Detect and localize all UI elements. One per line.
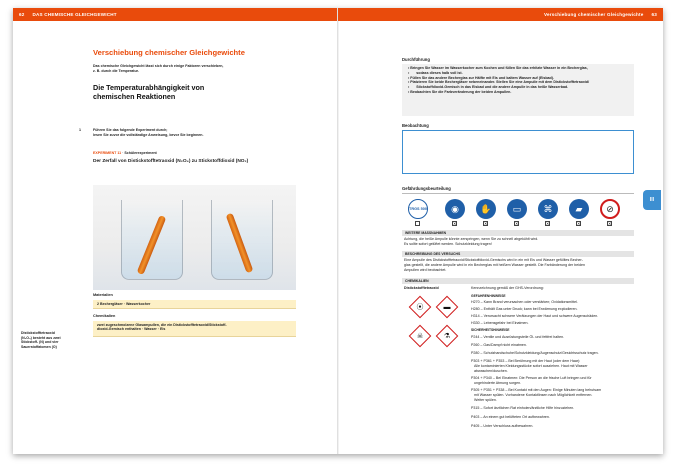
sidebar-line-4: Sauerstoffatomen (O) [21,344,57,349]
ice-water-beaker [211,200,273,280]
skull-icon: ☠ [416,333,424,340]
weitere-label: WEITERE MASSNAHMEN [402,230,634,236]
intro-line-1: Das chemische Gleichgewicht lässt sich durch einige Faktoren verschieben, [93,64,224,68]
fume-hood-checkbox[interactable]: ✕ [546,221,550,226]
divider [402,193,634,194]
eye-protection-icon: ◉ [445,199,465,219]
sidebar-line-2: (N₂O₄) besteht aus zwei [21,335,61,340]
experiment-label: EXPERIMENT 11 [93,151,122,155]
ghs-skull-pictogram [409,325,432,348]
procedure-item: • Beobachten Sie die Farbveränderung der beiden Ampullen. [408,90,636,95]
disposal-icon: ▰ [569,199,589,219]
gas-cylinder-icon: ▬ [443,303,451,311]
p-statement: P260 – Gas/Dampf nicht einatmen. [471,343,527,347]
weitere-line-1: Achtung, die heiße Ampulle könnte zerspringen, wenn Sie zu schnell abgekühlt wird. [404,237,539,241]
h-statement: H330 – Lebensgefahr bei Einatmen. [471,321,529,325]
chapter-tab[interactable]: III [643,190,661,210]
chemicals-line-1: zwei zugeschmolzene Glasampullen, die ein Distickstofftetraoxid/Stickstoff- [97,323,227,327]
materials-bar [93,300,296,309]
corrosion-icon: ⚗ [443,333,451,340]
left-page [13,8,338,454]
p-statement-cont: ungehinderte Atmung sorgen. [474,381,522,385]
right-page [338,8,663,454]
chemical-name: Distickstofftetraoxid [404,286,439,290]
trgs-checkbox[interactable] [415,221,420,226]
p-statement: P244 – Ventile und Ausrüstungsteile Öl- und fettfrei halten. [471,335,565,339]
observation-box[interactable] [402,130,634,174]
procedure-list [408,66,636,95]
task-number: 1 [79,128,81,132]
ghs-corrosion-pictogram [436,325,459,348]
gloves-icon: ✋ [476,199,496,219]
procedure-item: • Bringen Sie Wasser im Wasserkocher zum Kochen und füllen Sie das erhitzte Wasser in ein Becherglas, [408,66,636,71]
weitere-line-2: Es sollte sofort gelüftet werden. Schutzkleidung tragen! [404,242,492,246]
h-statements-label: GEFAHRENHINWEISE [471,294,506,298]
chemicals-bar [93,321,296,337]
observation-label: Beobachtung [402,123,429,128]
left-header-bar [13,8,338,21]
experiment-header: EXPERIMENT 11 · Schülerexperiment [93,151,157,155]
sidebar-note [21,331,81,349]
no-fire-checkbox[interactable]: ✕ [608,221,612,226]
p-statement-cont: abwaschen/duschen. [474,369,508,373]
description-label: BESCHREIBUNG DES VERSUCHS [402,251,634,257]
experiment-type: Schülerexperiment [124,151,157,155]
right-header-bar [338,8,663,21]
subtitle-line-1: Die Temperaturabhängigkeit von [93,83,205,92]
materials-text: 2 Bechergläser · Wasserkocher [97,302,151,306]
right-running-title: Verschiebung chemischer Gleichgewichte [543,12,644,17]
p-statement-cont: Weiter spülen. [474,398,497,402]
description-line-2: glas gestellt, die andere Ampulle wird in ein Becherglas mit heißem Wasser gestellt. Die Farbänderung der beiden [404,263,586,267]
sidebar-line-3: Stickstoff- (N) und vier [21,340,59,345]
hazard-label: Gefährdungsbeurteilung [402,186,451,191]
trgs-label: TRGS 500 [409,206,427,211]
p-statement: P405 – Unter Verschluss aufbewahren. [471,424,534,428]
ampoule-cold [226,213,254,274]
p-statement-cont: mit Wasser spülen. Vorhandene Kontaktlinsen nach Möglichkeit entfernen. [474,393,593,397]
materials-label: Materialien [93,293,113,297]
h-statement: H280 – Enthält Gas unter Druck; kann bei Erwärmung explodieren. [471,307,578,311]
sidebar-line-1: Distickstofftetraoxid [21,331,55,335]
ventilation-icon: ▭ [507,199,527,219]
chemicals-label: Chemikalien [93,314,116,318]
procedure-item: • sodass dieses halb voll ist. [408,71,636,76]
disposal-checkbox[interactable]: ✕ [577,221,581,226]
ghs-gas-cylinder-pictogram [436,296,459,319]
p-statement: P304 + P340 – Bei Einatmen: Die Person an die frische Luft bringen und für [471,376,592,380]
right-page-number: 63 [651,12,657,17]
intro-line-2: z. B. durch die Temperatur. [93,69,139,73]
flame-over-circle-icon: ⦿ [416,304,424,311]
ampoule-hot [137,215,167,275]
task-line-2: lesen Sie zuvor die vollständige Anweisung, bevor Sie beginnen. [93,133,204,137]
task-line-1: Führen Sie das folgende Experiment durch; [93,128,168,132]
h-statement: H314 – Verursacht schwere Verätzungen der Haut und schwere Augenschäden. [471,314,599,318]
p-statements-label: SICHERHEITSHINWEISE [471,328,510,332]
procedure-label: Durchführung [402,57,430,62]
procedure-item: • Stickstoffdioxid-Gemisch in das Eisbad und die andere Ampulle in das heiße Wasserbad. [408,85,636,90]
experiment-photo [93,185,296,290]
p-statement: P403 – An einem gut belüfteten Ort aufbewahren. [471,415,550,419]
left-page-number: 62 [19,12,25,17]
ghs-oxidizer-pictogram [409,296,432,319]
chemicals-header: CHEMIKALIEN [402,278,634,284]
description-line-3: Ampullen wird beobachtet. [404,268,447,272]
p-statement: P303 + P361 + P353 – Bei Berührung mit der Haut (oder dem Haar): [471,359,581,363]
p-statement-cont: Alle kontaminierten Kleidungsstücke sofort ausziehen. Haut mit Wasser [474,364,588,368]
p-statement: P280 – Schutzhandschuhe/Schutzkleidung/Augenschutz/Gesichtsschutz tragen. [471,351,599,355]
h-statement: H270 – Kann Brand verursachen oder verstärken; Oxidationsmittel. [471,300,578,304]
eye-protection-checkbox[interactable]: ✕ [453,221,457,226]
no-fire-icon: ⊘ [600,199,620,219]
hot-water-beaker [121,200,183,280]
fume-hood-icon: ⌘ [538,199,558,219]
ghs-heading: Kennzeichnung gemäß der GHS-Verordnung: [471,286,544,290]
chemicals-line-2: dioxid-Gemisch enthalten · Wasser · Eis [97,327,166,331]
gloves-checkbox[interactable]: ✕ [484,221,488,226]
subtitle-line-2: chemischen Reaktionen [93,92,176,101]
book-spread [13,8,663,454]
experiment-title: Der Zerfall von Distickstofftetraoxid (N₂O₄) zu Stickstoffdioxid (NO₂) [93,159,249,164]
description-line-1: Eine Ampulle des Distickstofftetraoxid/Stickstoffdioxid-Gemischs wird in ein mit Eis und Wasser gefülltes Becher- [404,258,583,262]
trgs-500-icon [408,199,428,219]
left-running-title: DAS CHEMISCHE GLEICHGEWICHT [32,12,117,17]
procedure-item: • Platzieren Sie beide Bechergläser nebeneinander. Stellen Sie eine Ampulle mit dem Distickstofftetraoxid/ [408,80,636,85]
procedure-item: • Füllen Sie das andere Becherglas zur Hälfte mit Eis und kaltem Wasser auf (Eisbad). [408,76,636,81]
page-title: Verschiebung chemischer Gleichgewichte [93,48,245,57]
ventilation-checkbox[interactable]: ✕ [515,221,519,226]
p-statement: P315 – Sofort ärztlichen Rat einholen/ärztliche Hilfe hinzuziehen. [471,406,575,410]
p-statement: P305 + P351 + P338 – Bei Kontakt mit den Augen: Einige Minuten lang behutsam [471,388,602,392]
